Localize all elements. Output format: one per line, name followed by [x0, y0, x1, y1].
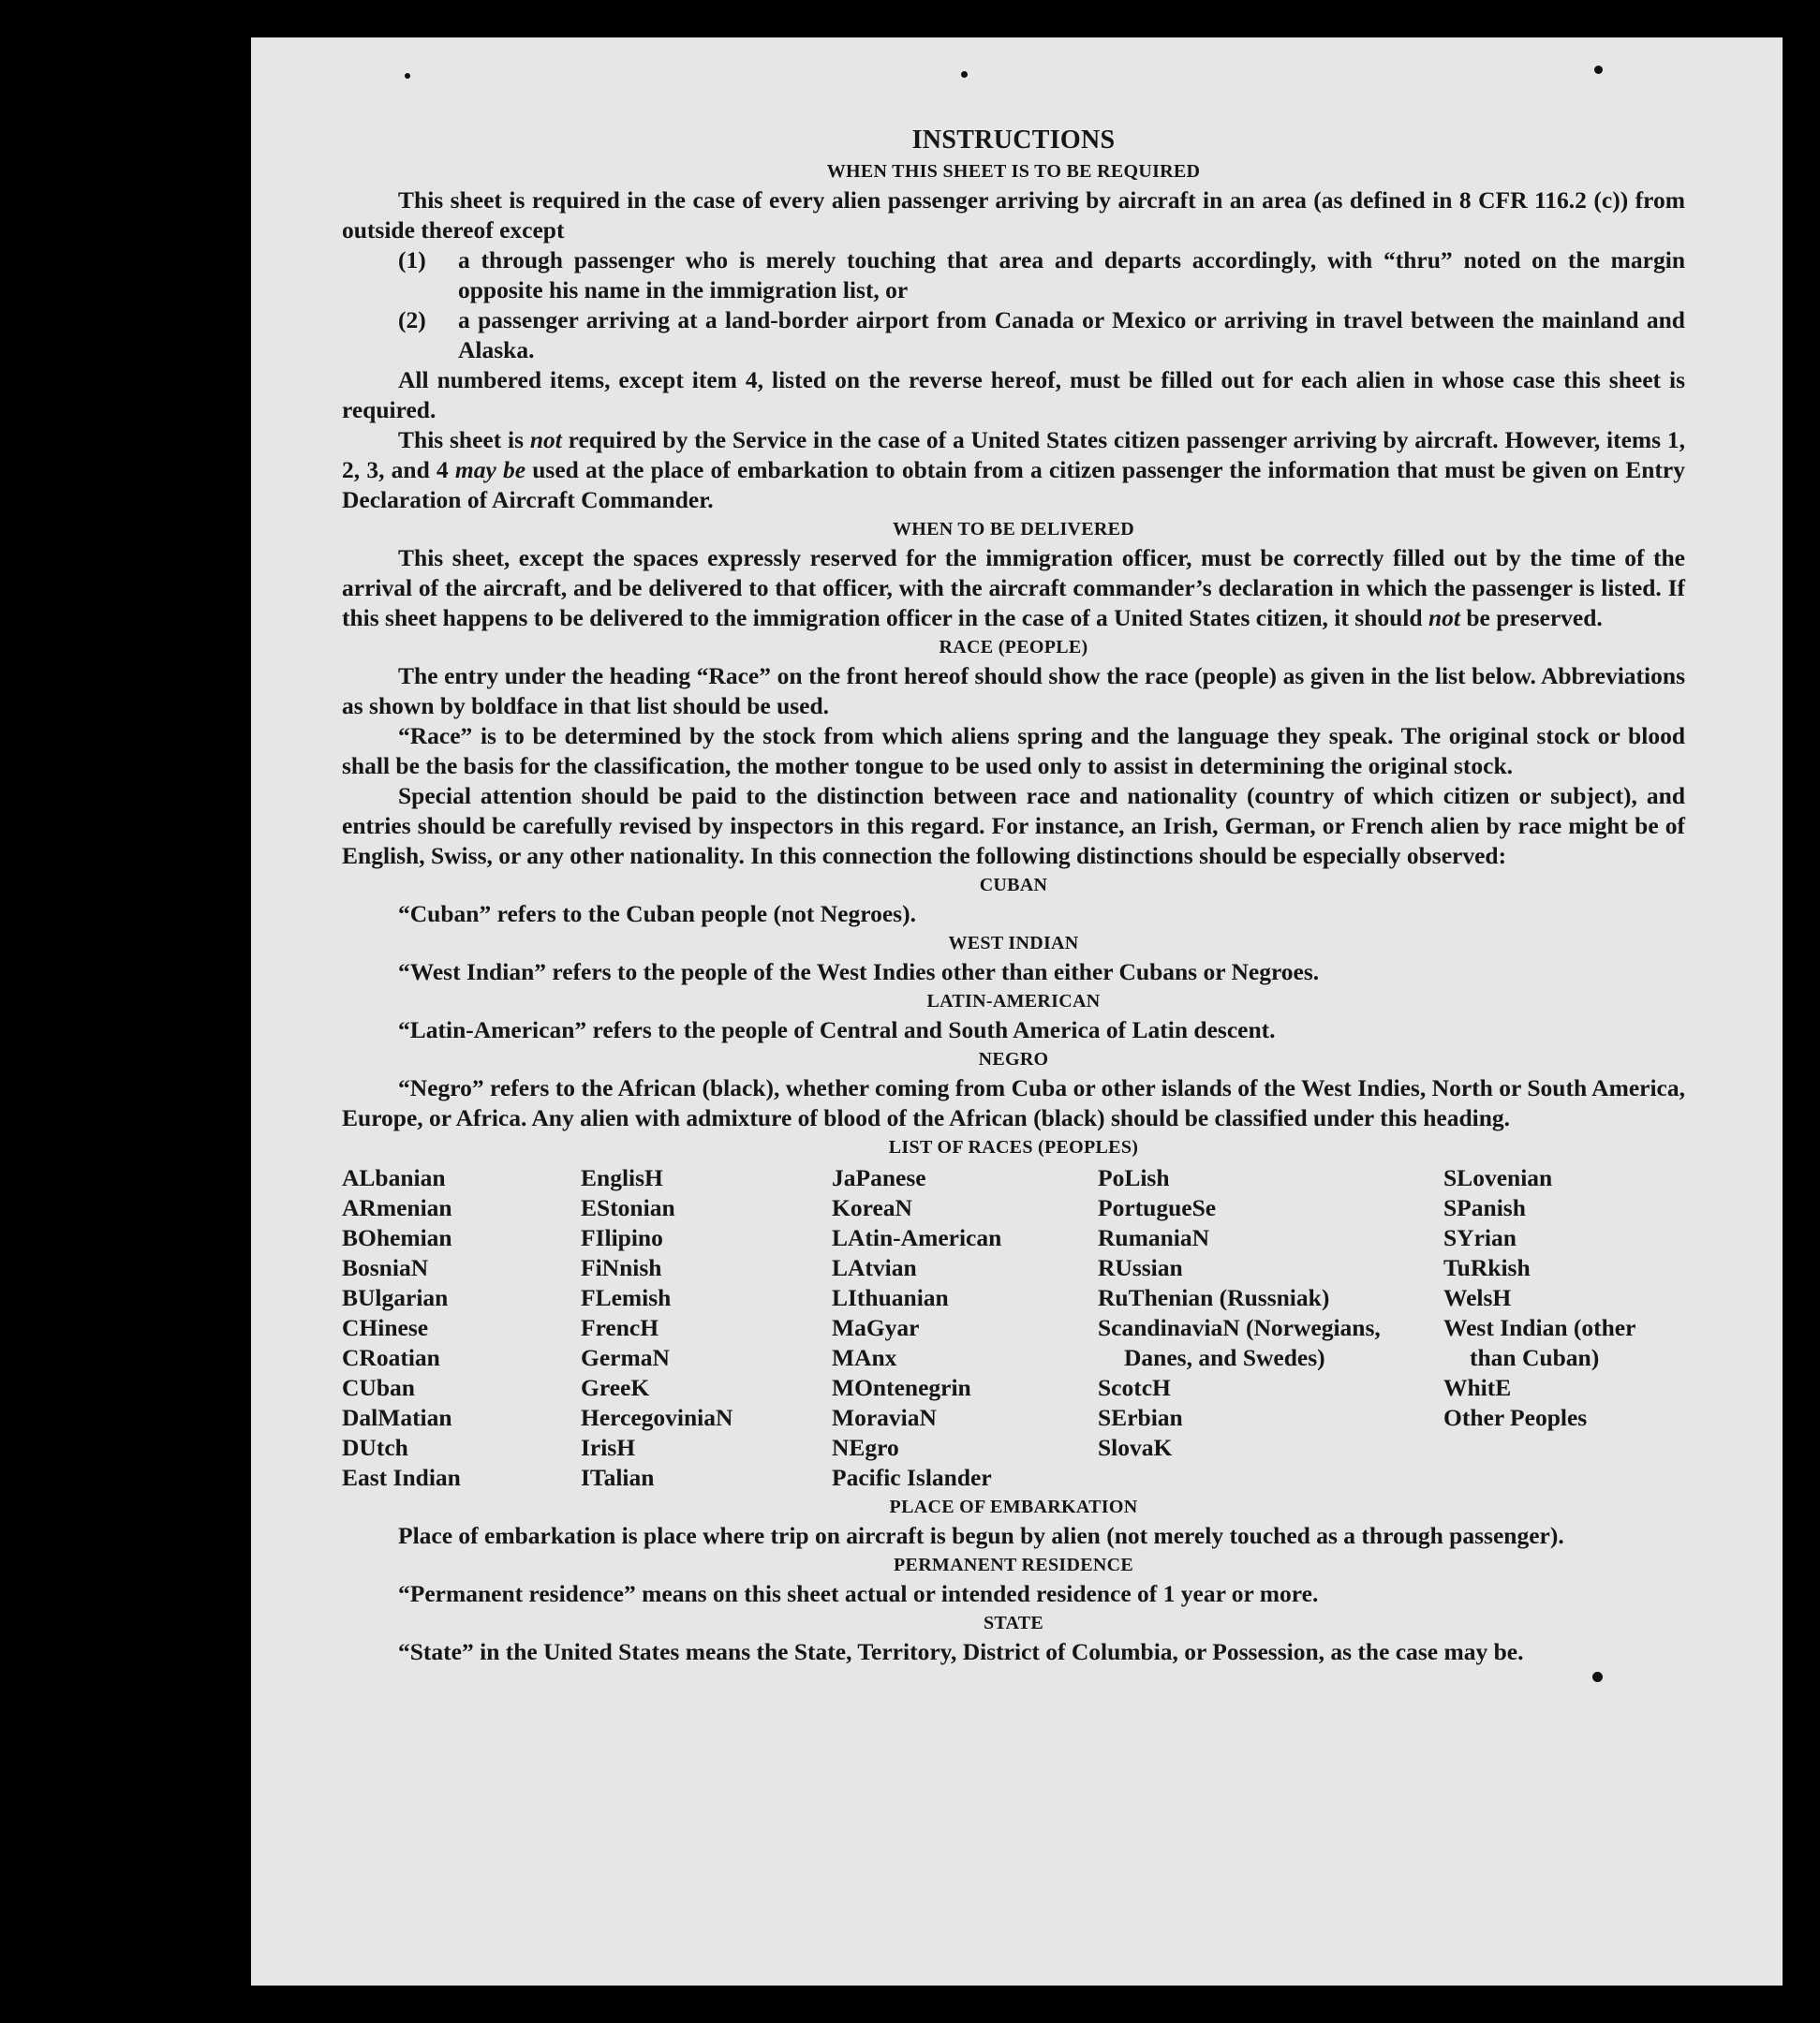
paragraph: This sheet is required in the case of every alien passenger arriving by aircraft in an area (as defined in 8 CFR 116.2 (c)) from outside thereof except [342, 186, 1685, 244]
section-heading-when-delivered: WHEN TO BE DELIVERED [892, 519, 1135, 539]
race-item: ITalian [581, 1464, 655, 1491]
paragraph: The entry under the heading “Race” on the front hereof should show the race (people) as given in the list below. Abbreviations as shown by boldface in that list should be used. [342, 662, 1685, 719]
race-item: IrisH [581, 1434, 636, 1461]
punch-mark [1594, 66, 1603, 74]
race-item: DUtch [342, 1434, 408, 1461]
text-run: be preserved. [1459, 604, 1603, 631]
paragraph: “Race” is to be determined by the stock from which aliens spring and the language they speak. The original stock or blood shall be the basis for the classification, the mother tongue to be used only to assist in determining the original stock. [342, 722, 1685, 779]
race-item: KoreaN [832, 1194, 912, 1221]
race-item: PortugueSe [1098, 1194, 1217, 1221]
race-item: ALbanian [342, 1164, 446, 1191]
race-item: ARmenian [342, 1194, 452, 1221]
race-item: SLovenian [1443, 1164, 1553, 1191]
race-item: Other Peoples [1443, 1404, 1588, 1431]
races-column [832, 1163, 1098, 1493]
race-item: FiNnish [581, 1254, 662, 1281]
race-item: MAnx [832, 1344, 897, 1371]
exception-list [342, 245, 1685, 365]
section-heading-place-of-embarkation: PLACE OF EMBARKATION [889, 1497, 1138, 1517]
race-item: WelsH [1443, 1284, 1512, 1311]
section-heading-permanent-residence: PERMANENT RESIDENCE [894, 1555, 1133, 1575]
text-run: This sheet, except the spaces expressly reserved for the immigration officer, must be correctly filled out by the time of the arrival of the aircraft, and be delivered to that officer, with the aircraft commander’s declaration in which the passenger is listed. If this sheet happens to be delivered to the immigration officer in the case of a United States citizen, it should [342, 544, 1685, 631]
race-item: PoLish [1098, 1164, 1170, 1191]
paragraph: Place of embarkation is place where trip on aircraft is begun by alien (not merely touched as a through passenger). [398, 1522, 1564, 1549]
race-item: NEgro [832, 1434, 899, 1461]
race-item: DalMatian [342, 1404, 452, 1431]
race-item: SPanish [1443, 1194, 1526, 1221]
race-item: FIlipino [581, 1224, 663, 1251]
races-table [342, 1163, 1685, 1493]
section-heading-negro: NEGRO [978, 1049, 1049, 1070]
races-column [342, 1163, 581, 1493]
races-column [1443, 1163, 1685, 1493]
races-column [1098, 1163, 1443, 1493]
race-item: BosniaN [342, 1254, 429, 1281]
section-heading-list-of-races: LIST OF RACES (PEOPLES) [888, 1137, 1139, 1158]
section-heading-latin-american: LATIN-AMERICAN [926, 991, 1101, 1012]
paragraph: Special attention should be paid to the distinction between race and nationality (country of which citizen or subject), and entries should be carefully revised by inspectors in this regard. For instance, an Irish, German, or French alien by race might be of English, Swiss, or any other nationality. In this connection the following distinctions should be especially observed: [342, 782, 1685, 869]
race-item: ScotcH [1098, 1374, 1171, 1401]
race-item: EnglisH [581, 1164, 663, 1191]
race-item: FrencH [581, 1314, 659, 1341]
race-item: FLemish [581, 1284, 672, 1311]
race-item: Pacific Islander [832, 1464, 992, 1491]
paragraph: “West Indian” refers to the people of the West Indies other than either Cubans or Negroes. [398, 958, 1320, 985]
instructions-body [342, 124, 1685, 1667]
race-item: BUlgarian [342, 1284, 449, 1311]
document-page [251, 37, 1783, 1986]
race-item: JaPanese [832, 1164, 926, 1191]
race-item: LIthuanian [832, 1284, 949, 1311]
section-heading-when-required: WHEN THIS SHEET IS TO BE REQUIRED [826, 161, 1201, 182]
item-number: (2) [398, 306, 426, 333]
section-heading-cuban: CUBAN [979, 875, 1048, 895]
race-item: SErbian [1098, 1404, 1183, 1431]
race-item: CUban [342, 1374, 415, 1401]
emphasis-text: may be [454, 456, 526, 483]
paragraph: All numbered items, except item 4, listed on the reverse hereof, must be filled out for each alien in whose case this sheet is required. [342, 366, 1685, 423]
punch-mark [1592, 1672, 1603, 1682]
text-run: required by the Service in the case of a United States citizen passenger arriving by aircraft. However, items 1, 2, 3, and 4 [342, 426, 1685, 483]
race-item: CRoatian [342, 1344, 440, 1371]
race-item: MaGyar [832, 1314, 920, 1341]
text-run: used at the place of embarkation to obtain from a citizen passenger the information that must be given on Entry Declaration of Aircraft Commander. [342, 456, 1685, 513]
emphasis-text: not [529, 426, 562, 453]
punch-mark [405, 73, 410, 79]
paragraph: “Latin-American” refers to the people of Central and South America of Latin descent. [398, 1016, 1276, 1043]
emphasis-text: not [1428, 604, 1460, 631]
race-item: SYrian [1443, 1224, 1517, 1251]
race-item: HercegoviniaN [581, 1404, 733, 1431]
paragraph [342, 425, 1685, 515]
paragraph: “Cuban” refers to the Cuban people (not Negroes). [398, 900, 916, 927]
race-item: SlovaK [1098, 1434, 1173, 1461]
paragraph [342, 543, 1685, 633]
paragraph: “Permanent residence” means on this sheet actual or intended residence of 1 year or more. [398, 1580, 1319, 1607]
race-item: GermaN [581, 1344, 670, 1371]
list-item [342, 305, 1685, 365]
race-item: MoraviaN [832, 1404, 937, 1431]
text-run: This sheet is [398, 426, 530, 453]
section-heading-west-indian: WEST INDIAN [948, 933, 1079, 953]
race-item: East Indian [342, 1464, 461, 1491]
race-item: BOhemian [342, 1224, 452, 1251]
race-item: EStonian [581, 1194, 675, 1221]
punch-mark [961, 71, 968, 78]
race-item: RumaniaN [1098, 1224, 1210, 1251]
paragraph: “Negro” refers to the African (black), whether coming from Cuba or other islands of the West Indies, North or South America, Europe, or Africa. Any alien with admixture of blood of the African (black) should be classified under this heading. [342, 1074, 1685, 1131]
item-text: a through passenger who is merely touching that area and departs accordingly, with “thru” noted on the margin opposite his name in the immigration list, or [458, 246, 1685, 303]
race-item: LAtvian [832, 1254, 917, 1281]
paragraph: “State” in the United States means the State, Territory, District of Columbia, or Possession, as the case may be. [398, 1638, 1524, 1665]
race-item: RUssian [1098, 1254, 1183, 1281]
list-item [342, 245, 1685, 305]
section-heading-state: STATE [983, 1613, 1044, 1633]
section-heading-race: RACE (PEOPLE) [939, 637, 1088, 657]
race-item: CHinese [342, 1314, 429, 1341]
race-item: ScandinaviaN (Norwegians, Danes, and Swedes) [1098, 1314, 1381, 1371]
item-number: (1) [398, 246, 426, 273]
race-item: WhitE [1443, 1374, 1512, 1401]
races-column [581, 1163, 832, 1493]
race-item: TuRkish [1443, 1254, 1531, 1281]
race-item: MOntenegrin [832, 1374, 971, 1401]
item-text: a passenger arriving at a land-border airport from Canada or Mexico or arriving in travel between the mainland and Alaska. [458, 306, 1685, 363]
race-item: GreeK [581, 1374, 650, 1401]
page-title: INSTRUCTIONS [911, 126, 1116, 155]
race-item: West Indian (other than Cuban) [1443, 1314, 1635, 1371]
race-item: LAtin-American [832, 1224, 1002, 1251]
race-item: RuThenian (Russniak) [1098, 1284, 1330, 1311]
